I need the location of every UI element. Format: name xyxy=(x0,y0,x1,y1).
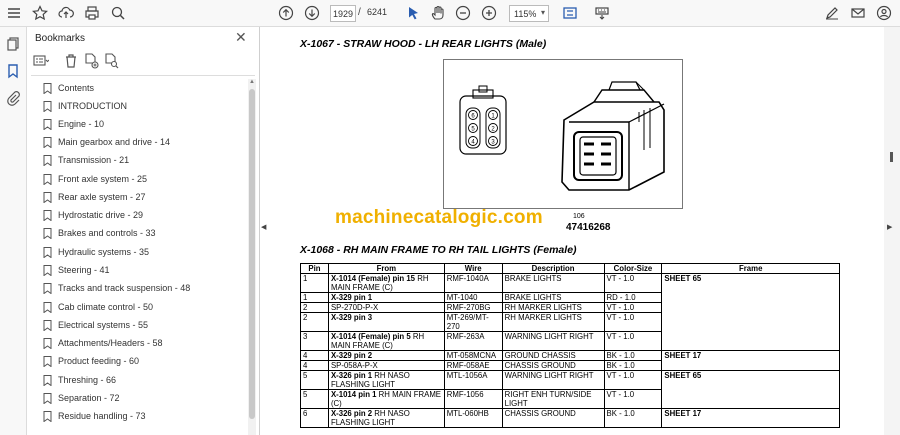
table-row xyxy=(301,274,840,293)
description-cell: CHASSIS GROUND xyxy=(502,409,604,428)
bookmark-label: Cab climate control - 50 xyxy=(58,302,154,312)
description-cell: GROUND CHASSIS xyxy=(502,351,604,361)
wire-cell: RMF-270BG xyxy=(444,303,502,313)
select-cursor-icon[interactable] xyxy=(403,3,423,23)
left-rail xyxy=(0,27,27,435)
wire-cell: MT-269/MT-270 xyxy=(444,313,502,332)
pin-cell: 5 xyxy=(301,371,329,390)
pin-label: 5 xyxy=(471,126,475,133)
bookmark-item[interactable] xyxy=(43,152,129,168)
bookmark-label: Residue handling - 73 xyxy=(58,411,146,421)
bookmark-label: Tracks and track suspension - 48 xyxy=(58,283,191,293)
pin-cell: 1 xyxy=(301,293,329,303)
description-cell: BRAKE LIGHTS xyxy=(502,293,604,303)
watermark-text: machinecatalogic.com xyxy=(335,207,543,228)
bookmarks-panel xyxy=(27,27,260,435)
pin-label: 1 xyxy=(491,113,495,120)
pin-cell: 1 xyxy=(301,274,329,293)
attachment-icon[interactable] xyxy=(5,90,21,106)
bookmark-label: Separation - 72 xyxy=(58,393,120,403)
bookmark-icon xyxy=(43,119,52,130)
fit-page-icon[interactable] xyxy=(560,3,580,23)
pin-label: 3 xyxy=(491,139,495,146)
bookmark-icon xyxy=(43,320,52,331)
bookmark-item[interactable] xyxy=(43,116,104,132)
bookmark-icon xyxy=(43,247,52,258)
bookmark-item[interactable] xyxy=(43,98,127,114)
bookmark-label: Attachments/Headers - 58 xyxy=(58,338,163,348)
from-cell: X-326 pin 1 RH NASO FLASHING LIGHT xyxy=(328,371,444,390)
next-page-icon[interactable] xyxy=(302,3,322,23)
zoom-out-icon[interactable] xyxy=(453,3,473,23)
page-number-input[interactable]: 1929 xyxy=(330,5,356,22)
wire-cell: RMF-1040A xyxy=(444,274,502,293)
bookmark-icon xyxy=(43,210,52,221)
document-view[interactable] xyxy=(268,27,884,435)
description-cell: WARNING LIGHT RIGHT xyxy=(502,371,604,390)
bookmark-options-icon[interactable] xyxy=(33,53,49,69)
find-bookmark-icon[interactable] xyxy=(103,53,119,69)
page-total: 6241 xyxy=(367,7,388,17)
top-toolbar xyxy=(0,0,900,27)
hand-tool-icon[interactable] xyxy=(428,3,448,23)
delete-icon[interactable] xyxy=(63,53,79,69)
bookmark-label: Transmission - 21 xyxy=(58,155,130,165)
bookmark-label: Contents xyxy=(58,83,95,93)
zoom-in-icon[interactable] xyxy=(479,3,499,23)
description-cell: RIGHT ENH TURN/SIDE LIGHT xyxy=(502,390,604,409)
bookmark-item[interactable] xyxy=(43,353,139,369)
bookmark-icon xyxy=(43,137,52,148)
expand-right-panel-icon[interactable]: ▶ xyxy=(887,224,893,231)
column-header: Frame xyxy=(662,264,840,274)
bookmark-item[interactable] xyxy=(43,189,146,205)
keyboard-icon[interactable] xyxy=(592,3,612,23)
from-cell: X-1014 pin 1 RH MAIN FRAME (C) xyxy=(328,390,444,409)
bookmark-icon[interactable] xyxy=(5,63,21,79)
panel-title: Bookmarks xyxy=(35,33,86,44)
bookmark-label: Steering - 41 xyxy=(58,265,110,275)
scroll-thumb[interactable] xyxy=(890,152,893,162)
collapse-panel-icon[interactable]: ◀ xyxy=(261,224,267,231)
section-heading: X-1067 - STRAW HOOD - LH REAR LIGHTS (Male) xyxy=(300,38,547,50)
from-cell: SP-270D-P-X xyxy=(328,303,444,313)
bookmark-icon xyxy=(43,101,52,112)
bookmark-icon xyxy=(43,302,52,313)
panel-divider xyxy=(31,75,255,76)
bookmark-icon xyxy=(43,283,52,294)
figure-reference: 106 xyxy=(573,213,585,220)
wire-cell: MT-058MCNA xyxy=(444,351,502,361)
bookmark-item[interactable] xyxy=(43,244,149,260)
pin-cell: 6 xyxy=(301,409,329,428)
frame-cell: SHEET 17 xyxy=(662,351,840,371)
color-size-cell: VT - 1.0 xyxy=(604,313,662,332)
menu-icon[interactable] xyxy=(4,3,24,23)
wire-cell: RMF-263A xyxy=(444,332,502,351)
bookmark-icon xyxy=(43,83,52,94)
bookmark-label: Product feeding - 60 xyxy=(58,356,140,366)
upload-cloud-icon[interactable] xyxy=(56,3,76,23)
pin-cell: 4 xyxy=(301,351,329,361)
bookmark-label: INTRODUCTION xyxy=(58,101,127,111)
bookmark-item[interactable] xyxy=(43,408,146,424)
bookmark-label: Rear axle system - 27 xyxy=(58,192,146,202)
bookmark-item[interactable] xyxy=(43,390,120,406)
wire-cell: RMF-058AE xyxy=(444,361,502,371)
previous-page-icon[interactable] xyxy=(276,3,296,23)
connector-figure xyxy=(443,59,683,209)
frame-cell: SHEET 17 xyxy=(662,409,840,428)
part-number: 47416268 xyxy=(566,222,611,233)
column-header: From xyxy=(328,264,444,274)
pin-cell: 2 xyxy=(301,313,329,332)
bookmark-item[interactable] xyxy=(43,171,147,187)
bookmark-icon xyxy=(43,228,52,239)
bookmark-scrollbar[interactable] xyxy=(248,79,256,435)
from-cell: X-329 pin 1 xyxy=(328,293,444,303)
wire-cell: MTL-060HB xyxy=(444,409,502,428)
column-header: Description xyxy=(502,264,604,274)
bookmark-icon xyxy=(43,411,52,422)
bookmark-icon xyxy=(43,356,52,367)
description-cell: BRAKE LIGHTS xyxy=(502,274,604,293)
bookmark-label: Electrical systems - 55 xyxy=(58,320,149,330)
bookmark-label: Front axle system - 25 xyxy=(58,174,148,184)
frame-cell: SHEET 65 xyxy=(662,274,840,351)
section-heading: X-1068 - RH MAIN FRAME TO RH TAIL LIGHTS (Female) xyxy=(300,244,577,256)
search-icon[interactable] xyxy=(108,3,128,23)
bookmark-icon xyxy=(43,338,52,349)
from-cell: X-1014 (Female) pin 5 RH MAIN FRAME (C) xyxy=(328,332,444,351)
column-header: Wire xyxy=(444,264,502,274)
bookmark-icon xyxy=(43,375,52,386)
from-cell: SP-058A-P-X xyxy=(328,361,444,371)
bookmark-icon xyxy=(43,155,52,166)
wire-cell: MT-1040 xyxy=(444,293,502,303)
bookmark-icon xyxy=(43,265,52,276)
pin-cell: 2 xyxy=(301,303,329,313)
bookmark-star-icon[interactable] xyxy=(30,3,50,23)
wire-cell: MTL-1056A xyxy=(444,371,502,390)
color-size-cell: VT - 1.0 xyxy=(604,332,662,351)
color-size-cell: VT - 1.0 xyxy=(604,274,662,293)
wiring-table xyxy=(300,263,840,428)
account-icon[interactable] xyxy=(874,3,894,23)
color-size-cell: VT - 1.0 xyxy=(604,303,662,313)
bookmark-label: Engine - 10 xyxy=(58,119,105,129)
close-icon[interactable]: ✕ xyxy=(235,29,247,45)
table-row xyxy=(301,409,840,428)
document-scrollbar[interactable] xyxy=(884,27,900,435)
page-separator: / xyxy=(358,7,361,18)
bookmark-item[interactable] xyxy=(43,299,153,315)
from-cell: X-1014 (Female) pin 15 RH MAIN FRAME (C) xyxy=(328,274,444,293)
wire-cell: RMF-1056 xyxy=(444,390,502,409)
bookmark-label: Hydraulic systems - 35 xyxy=(58,247,150,257)
color-size-cell: RD - 1.0 xyxy=(604,293,662,303)
bookmark-icon xyxy=(43,192,52,203)
email-icon[interactable] xyxy=(848,3,868,23)
color-size-cell: BK - 1.0 xyxy=(604,409,662,428)
color-size-cell: BK - 1.0 xyxy=(604,361,662,371)
bookmark-item[interactable] xyxy=(43,80,94,96)
bookmark-item[interactable] xyxy=(43,372,116,388)
bookmark-item[interactable] xyxy=(43,262,110,278)
pin-label: 4 xyxy=(471,139,475,146)
frame-cell: SHEET 65 xyxy=(662,371,840,409)
pin-label: 6 xyxy=(471,113,475,120)
bookmark-label: Hydrostatic drive - 29 xyxy=(58,210,144,220)
table-row xyxy=(301,351,840,361)
pages-thumbnails-icon[interactable] xyxy=(5,36,21,52)
table-header-row xyxy=(301,264,840,274)
description-cell: RH MARKER LIGHTS xyxy=(502,303,604,313)
chevron-down-icon: ▾ xyxy=(540,8,545,17)
bookmark-item[interactable] xyxy=(43,280,190,296)
column-header: Color-Size xyxy=(604,264,662,274)
pin-cell: 5 xyxy=(301,390,329,409)
bookmark-item[interactable] xyxy=(43,134,170,150)
column-header: Pin xyxy=(301,264,329,274)
bookmark-item[interactable] xyxy=(43,335,163,351)
zoom-select[interactable] xyxy=(509,5,549,22)
bookmark-icon xyxy=(43,174,52,185)
pin-cell: 4 xyxy=(301,361,329,371)
new-bookmark-icon[interactable] xyxy=(83,53,99,69)
description-cell: WARNING LIGHT RIGHT xyxy=(502,332,604,351)
bookmark-label: Main gearbox and drive - 14 xyxy=(58,137,171,147)
description-cell: RH MARKER LIGHTS xyxy=(502,313,604,332)
from-cell: X-329 pin 2 xyxy=(328,351,444,361)
print-icon[interactable] xyxy=(82,3,102,23)
description-cell: CHASSIS GROUND xyxy=(502,361,604,371)
bookmark-item[interactable] xyxy=(43,317,148,333)
bookmark-item[interactable] xyxy=(43,207,143,223)
color-size-cell: VT - 1.0 xyxy=(604,390,662,409)
bookmark-label: Brakes and controls - 33 xyxy=(58,228,156,238)
scroll-up-icon[interactable]: ▲ xyxy=(249,79,255,85)
scroll-thumb[interactable] xyxy=(249,89,255,419)
sign-pen-icon[interactable] xyxy=(822,3,842,23)
bookmark-label: Threshing - 66 xyxy=(58,375,117,385)
connector-diagram xyxy=(444,60,682,208)
color-size-cell: VT - 1.0 xyxy=(604,371,662,390)
from-cell: X-329 pin 3 xyxy=(328,313,444,332)
bookmark-item[interactable] xyxy=(43,225,156,241)
pin-label: 2 xyxy=(491,126,495,133)
table-row xyxy=(301,371,840,390)
pin-cell: 3 xyxy=(301,332,329,351)
zoom-value: 115% xyxy=(514,8,537,19)
bookmark-icon xyxy=(43,393,52,404)
color-size-cell: BK - 1.0 xyxy=(604,351,662,361)
from-cell: X-326 pin 2 RH NASO FLASHING LIGHT xyxy=(328,409,444,428)
